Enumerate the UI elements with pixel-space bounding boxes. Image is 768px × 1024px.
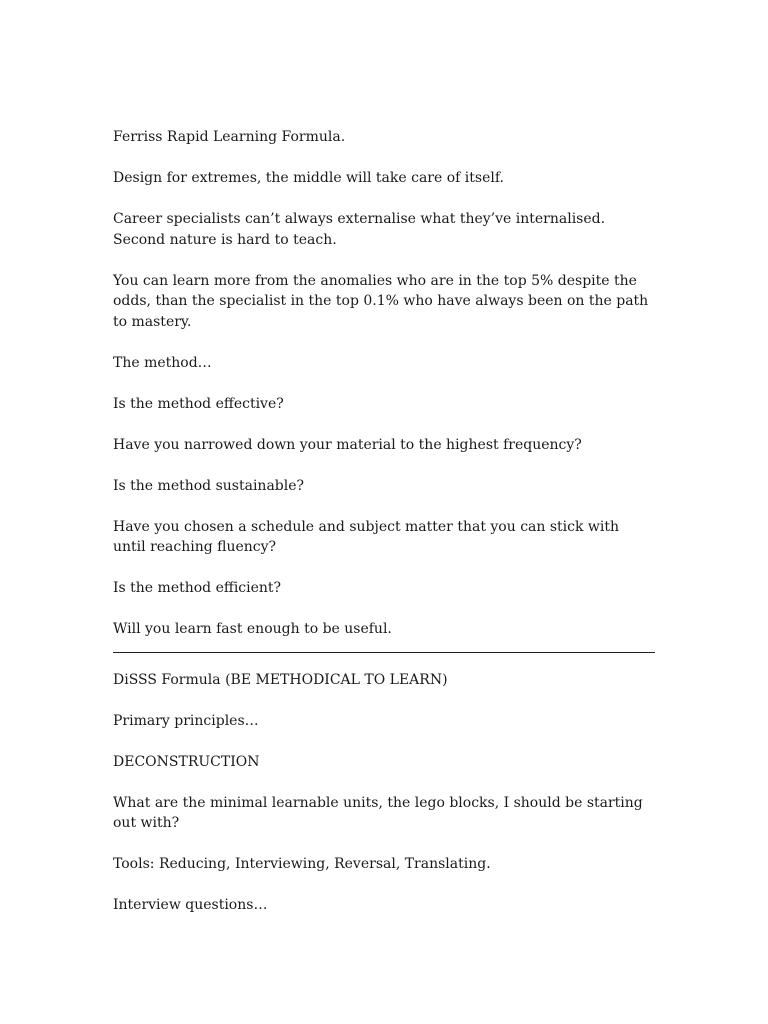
paragraph: What are the minimal learnable units, the lego blocks, I should be starting out with?	[113, 794, 643, 831]
section-rapid-learning	[113, 127, 655, 640]
paragraph: Have you narrowed down your material to the highest frequency?	[113, 436, 582, 453]
paragraph: Will you learn fast enough to be useful.	[113, 621, 392, 637]
question-sustainable: Is the method sustainable?	[113, 477, 305, 494]
horizontal-divider	[113, 652, 655, 653]
question-efficient: Is the method efficient?	[113, 580, 282, 596]
question-effective: Is the method effective?	[113, 395, 284, 412]
section-disss-formula	[113, 670, 655, 916]
paragraph: Primary principles…	[113, 712, 259, 729]
doc-title: Ferriss Rapid Learning Formula.	[113, 129, 346, 145]
paragraph: You can learn more from the anomalies who are in the top 5% despite the odds, than the specialist in the top 0.1% who have always been on the path to mastery.	[113, 272, 649, 330]
section-heading: DiSSS Formula (BE METHODICAL TO LEARN)	[113, 671, 448, 688]
subheading-deconstruction: DECONSTRUCTION	[113, 753, 260, 770]
paragraph: Career specialists can’t always externalise what they’ve internalised. Second nature is hard to teach.	[113, 211, 606, 248]
document-page	[113, 127, 655, 936]
paragraph: Interview questions…	[113, 897, 268, 913]
paragraph: Tools: Reducing, Interviewing, Reversal, Translating.	[113, 856, 491, 872]
paragraph: Have you chosen a schedule and subject matter that you can stick with until reaching fluency?	[113, 518, 620, 555]
paragraph: Design for extremes, the middle will take care of itself.	[113, 170, 504, 186]
paragraph: The method…	[113, 354, 212, 371]
